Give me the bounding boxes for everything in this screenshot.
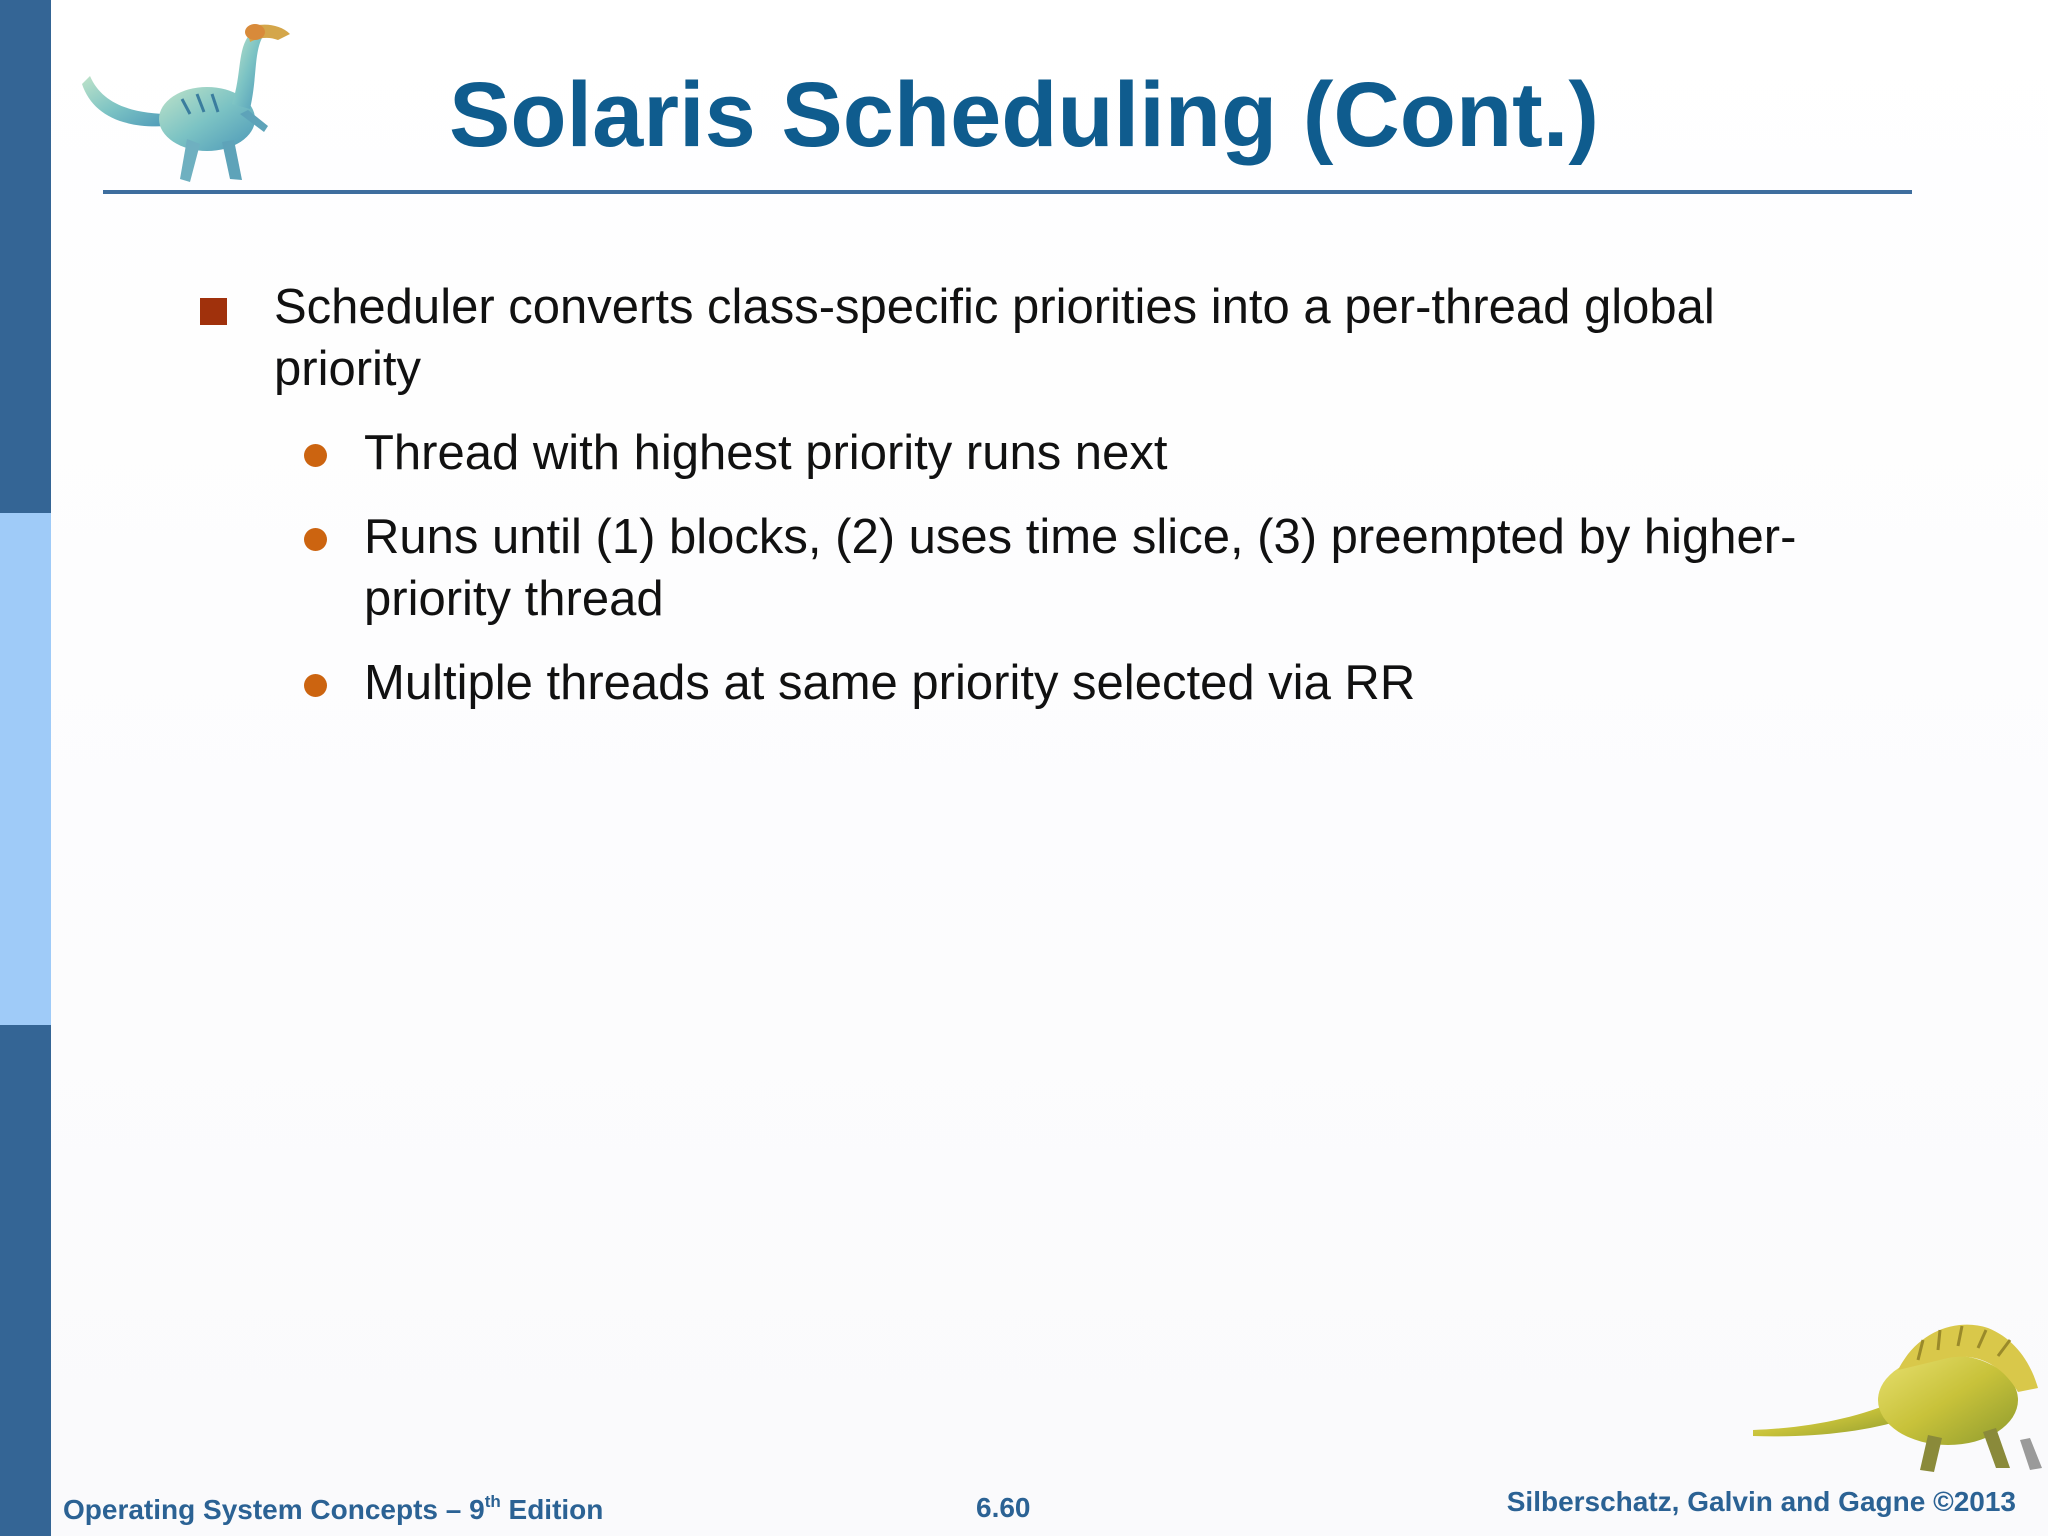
slide-content xyxy=(200,276,1850,736)
bullet-level-2 xyxy=(200,652,1850,714)
dinosaur-logo-icon xyxy=(1748,1300,2048,1480)
slide-title: Solaris Scheduling (Cont.) xyxy=(448,64,1600,166)
round-bullet-icon xyxy=(304,674,327,697)
bullet-text: Scheduler converts class-specific priorities into a per-thread global priority xyxy=(274,280,1715,396)
bullet-level-2 xyxy=(200,422,1850,484)
bullet-level-2 xyxy=(200,506,1850,630)
footer-copyright: Silberschatz, Galvin and Gagne ©2013 xyxy=(1506,1486,2016,1517)
square-bullet-icon xyxy=(200,298,227,325)
bullet-level-1 xyxy=(200,276,1850,400)
sidebar-band-bottom xyxy=(0,1025,51,1536)
sub-bullet-list xyxy=(200,422,1850,714)
sub-bullet-text: Multiple threads at same priority selected via RR xyxy=(364,656,1416,710)
round-bullet-icon xyxy=(304,528,327,551)
footer-book-title: Operating System Concepts – 9th Edition xyxy=(63,1492,604,1525)
footer-page-number: 6.60 xyxy=(976,1492,1031,1523)
sub-bullet-text: Thread with highest priority runs next xyxy=(364,426,1168,480)
sidebar-band-middle xyxy=(0,513,51,1025)
title-divider xyxy=(103,190,1912,194)
round-bullet-icon xyxy=(304,444,327,467)
sub-bullet-text: Runs until (1) blocks, (2) uses time slice, (3) preempted by higher-priority thread xyxy=(364,510,1797,626)
